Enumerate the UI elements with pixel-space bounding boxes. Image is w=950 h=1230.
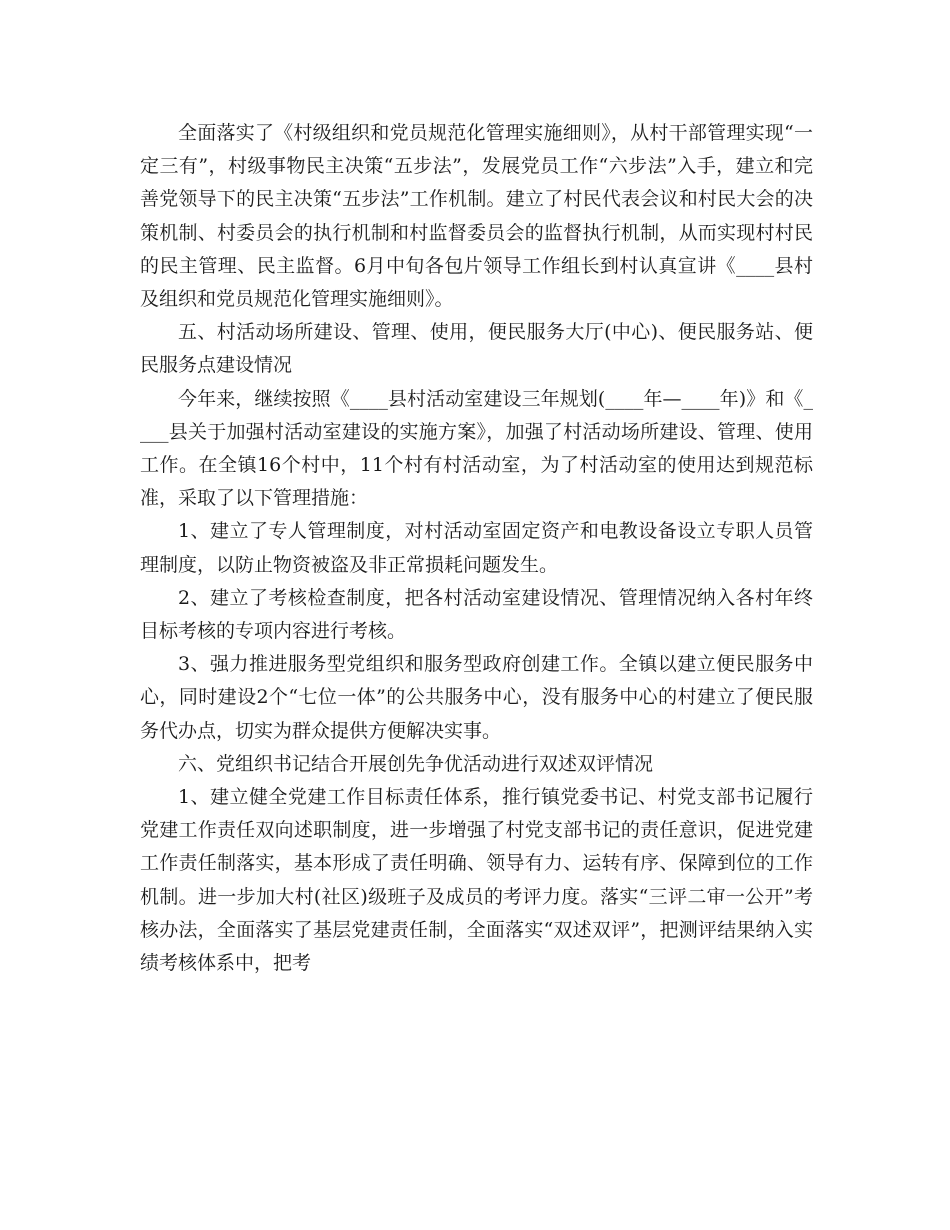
paragraph-activity-rooms: 今年来，继续按照《____县村活动室建设三年规划(____年—____年)》和《____县关于加强村活动室建设的实施方案》，加强了村活动场所建设、管理、使用工作。在全镇16个村中，11个村有村活动室，为了村活动室的使用达到规范标准，采取了以下管理措施： (140, 387, 813, 510)
list-item-2: 2、建立了考核检查制度，把各村活动室建设情况、管理情况纳入各村年终目标考核的专项内容进行考核。 (140, 586, 813, 643)
list-item-3: 3、强力推进服务型党组织和服务型政府创建工作。全镇以建立便民服务中心，同时建设2个“七位一体”的公共服务中心，没有服务中心的村建立了便民服务代办点，切实为群众提供方便解决实事。 (140, 653, 813, 742)
paragraph-responsibility-system: 1、建立健全党建工作目标责任体系，推行镇党委书记、村党支部书记履行党建工作责任双向述职制度，进一步增强了村党支部书记的责任意识，促进党建工作责任制落实，基本形成了责任明确、领导有力、运转有序、保障到位的工作机制。进一步加大村(社区)级班子及成员的考评力度。落实“三评二审一公开”考核办法，全面落实了基层党建责任制，全面落实“双述双评”，把测评结果纳入实绩考核体系中，把考 (140, 786, 813, 975)
document-page (140, 117, 813, 980)
paragraph-regulations: 全面落实了《村级组织和党员规范化管理实施细则》，从村干部管理实现“一定三有”，村级事物民主决策“五步法”，发展党员工作“六步法”入手，建立和完善党领导下的民主决策“五步法”工作机制。建立了村民代表会议和村民大会的决策机制、村委员会的执行机制和村监督委员会的监督执行机制，从而实现村村民的民主管理、民主监督。6月中旬各包片领导工作组长到村认真宣讲《____县村及组织和党员规范化管理实施细则》。 (140, 122, 813, 311)
list-item-1: 1、建立了专人管理制度，对村活动室固定资产和电教设备设立专职人员管理制度，以防止物资被盗及非正常损耗问题发生。 (140, 520, 813, 576)
section-heading-6: 六、党组织书记结合开展创先争优活动进行双述双评情况 (178, 752, 654, 775)
section-heading-5: 五、村活动场所建设、管理、使用，便民服务大厅(中心)、便民服务站、便民服务点建设情况 (140, 321, 813, 377)
